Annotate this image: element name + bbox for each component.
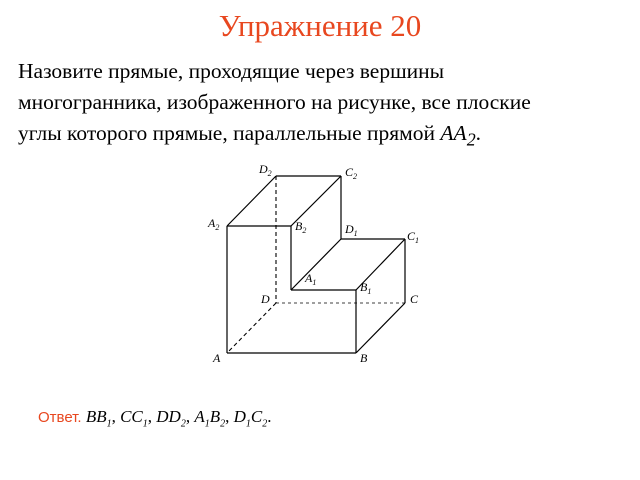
polyhedron-drawing	[195, 160, 435, 375]
edge-cb	[356, 303, 405, 353]
label-B1: $B_1$	[360, 280, 372, 296]
edge-da	[227, 303, 276, 353]
problem-statement	[18, 56, 628, 155]
problem-line-1: Назовите прямые, проходящие через вершины	[18, 59, 445, 83]
problem-line-2: многогранника, изображенного на рисунке, все плоские	[18, 90, 531, 114]
line-aa2: $AA_2$	[440, 121, 476, 150]
answer-line-2: $CC_1$	[120, 407, 148, 430]
label-D1: $D_1$	[345, 222, 358, 238]
edge-a2d2	[227, 176, 276, 226]
label-A2: $A_2$	[208, 216, 220, 232]
label-D2: $D_2$	[259, 162, 272, 178]
answer-line-1: $BB_1$	[85, 407, 112, 430]
answer-label: Ответ.	[38, 409, 82, 426]
label-C1: $C_1$	[407, 229, 420, 245]
answer-line-5: $D_1C_2$	[233, 407, 268, 430]
label-B2: $B_2$	[295, 219, 307, 235]
answer-line-4: $A_1B_2$	[194, 407, 226, 430]
label-B: B	[360, 351, 368, 365]
hidden-edges	[227, 176, 276, 353]
solid-edges	[227, 176, 405, 353]
polyhedron-figure	[195, 160, 435, 380]
label-D: D	[261, 292, 270, 306]
label-C2: $C_2$	[345, 165, 358, 181]
problem-line-3: углы которого прямые, параллельные прямой $AA_2$.	[18, 121, 482, 150]
page-title: Упражнение 20	[218, 8, 422, 43]
label-A: A	[213, 351, 221, 365]
answer-line-3: $DD_2$	[156, 407, 186, 430]
label-C: C	[410, 292, 419, 306]
answer: Ответ. $BB_1$, $CC_1$, $DD_2$, $A_1B_2$, $D_1C_2$.	[38, 407, 272, 430]
label-A1: $A_1$	[305, 271, 317, 287]
